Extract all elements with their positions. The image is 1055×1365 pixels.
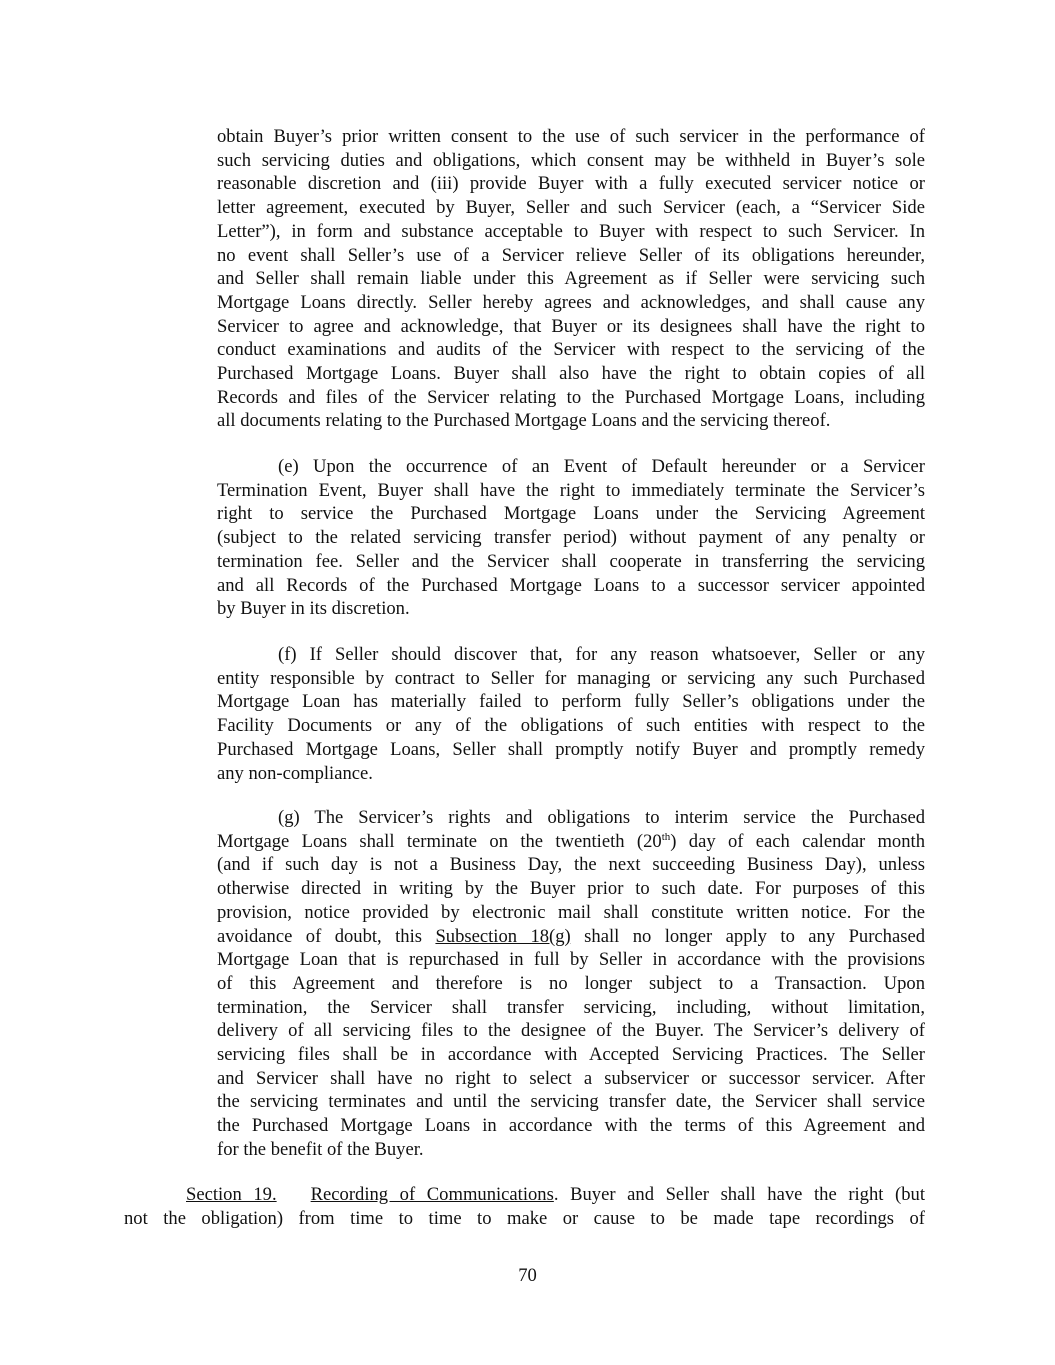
text-line: and Servicer shall have no right to select a subservicer or successor servicer. After	[217, 1067, 925, 1089]
text-line: Mortgage Loans directly. Seller hereby agrees and acknowledges, and shall cause any	[217, 291, 925, 313]
text-line: by Buyer in its discretion.	[217, 598, 410, 620]
text-line: delivery of all servicing files to the designee of the Buyer. The Servicer’s delivery of	[217, 1020, 925, 1042]
text-line: Servicer to agree and acknowledge, that Buyer or its designees shall have the right to	[217, 315, 925, 337]
text-line: Mortgage Loan that is repurchased in full by Seller in accordance with the provisions	[217, 949, 925, 971]
text-line	[217, 830, 925, 854]
text-line: Purchased Mortgage Loans, Seller shall promptly notify Buyer and promptly remedy	[217, 738, 925, 760]
text-segment: . Buyer and Seller shall have the right (but	[553, 1184, 925, 1205]
text-segment: avoidance of doubt, this	[217, 925, 436, 947]
text-line: Purchased Mortgage Loans. Buyer shall also have the right to obtain copies of all	[217, 363, 925, 385]
text-line: servicing files shall be in accordance with Accepted Servicing Practices. The Seller	[217, 1044, 925, 1066]
text-line: (subject to the related servicing transfer period) without payment of any penalty or	[217, 527, 925, 549]
text-line: (f) If Seller should discover that, for any reason whatsoever, Seller or any	[278, 644, 925, 665]
page-number: 70	[518, 1265, 537, 1286]
text-line: conduct examinations and audits of the Servicer with respect to the servicing of the	[217, 339, 925, 361]
text-line: Facility Documents or any of the obligations of such entities with respect to the	[217, 715, 925, 737]
text-line: termination, the Servicer shall transfer servicing, including, without limitation,	[217, 996, 925, 1018]
text-line: for the benefit of the Buyer.	[217, 1138, 424, 1160]
text-line: any non-compliance.	[217, 762, 373, 784]
text-line: such servicing duties and obligations, which consent may be withheld in Buyer’s sole	[217, 149, 925, 171]
section-number: Section 19.	[186, 1184, 277, 1205]
text-line: all documents relating to the Purchased Mortgage Loans and the servicing thereof.	[217, 410, 831, 432]
text-line: of this Agreement and therefore is no longer subject to a Transaction. Upon	[217, 972, 925, 994]
text-line: (e) Upon the occurrence of an Event of Default hereunder or a Servicer	[278, 456, 925, 477]
text-segment: ) day of each calendar month	[670, 830, 925, 852]
paragraph-d-continued	[217, 125, 925, 433]
ordinal-superscript: th	[661, 830, 671, 843]
text-line: the Purchased Mortgage Loans in accordance with the terms of this Agreement and	[217, 1115, 925, 1137]
paragraph-e	[217, 455, 925, 621]
text-line: letter agreement, executed by Buyer, Seller and such Servicer (each, a “Servicer Side	[217, 197, 925, 219]
text-line: (g) The Servicer’s rights and obligations to interim service the Purchased	[278, 807, 925, 828]
text-line: reasonable discretion and (iii) provide Buyer with a fully executed servicer notice or	[217, 173, 925, 195]
paragraph-g	[217, 806, 925, 1162]
paragraph-f	[217, 643, 925, 785]
text-line: otherwise directed in writing by the Buyer prior to such date. For purposes of this	[217, 878, 925, 900]
text-line: and all Records of the Purchased Mortgage Loans to a successor servicer appointed	[217, 574, 925, 596]
text-line	[124, 1183, 925, 1207]
text-line	[217, 925, 925, 949]
text-line: the servicing terminates and until the servicing transfer date, the Servicer shall service	[217, 1091, 925, 1113]
text-line: provision, notice provided by electronic mail shall constitute written notice. For the	[217, 901, 925, 923]
subsection-reference: Subsection 18(g)	[435, 925, 571, 947]
text-line: and Seller shall remain liable under this Agreement as if Seller were servicing such	[217, 268, 925, 290]
text-line: Letter”), in form and substance acceptable to Buyer with respect to such Servicer. In	[217, 220, 925, 242]
text-line: Records and files of the Servicer relating to the Purchased Mortgage Loans, including	[217, 386, 925, 408]
text-line: termination fee. Seller and the Servicer shall cooperate in transferring the servicing	[217, 550, 925, 572]
text-line: entity responsible by contract to Seller for managing or servicing any such Purchased	[217, 667, 925, 689]
text-line: not the obligation) from time to time to make or cause to be made tape recordings of	[124, 1207, 925, 1229]
text-segment: Mortgage Loans shall terminate on the twentieth (20	[217, 830, 662, 852]
section-title: Recording of Communications	[310, 1184, 554, 1205]
text-segment: shall no longer apply to any Purchased	[570, 925, 925, 947]
text-line: Termination Event, Buyer shall have the right to immediately terminate the Servicer’s	[217, 479, 925, 501]
text-line: right to service the Purchased Mortgage Loans under the Servicing Agreement	[217, 503, 925, 525]
text-line: obtain Buyer’s prior written consent to the use of such servicer in the performance of	[217, 126, 925, 147]
text-line: no event shall Seller’s use of a Servicer relieve Seller of its obligations hereunder,	[217, 244, 925, 266]
text-line: (and if such day is not a Business Day, the next succeeding Business Day), unless	[217, 854, 925, 876]
section-19	[124, 1183, 925, 1230]
text-line: Mortgage Loan has materially failed to perform fully Seller’s obligations under the	[217, 691, 925, 713]
